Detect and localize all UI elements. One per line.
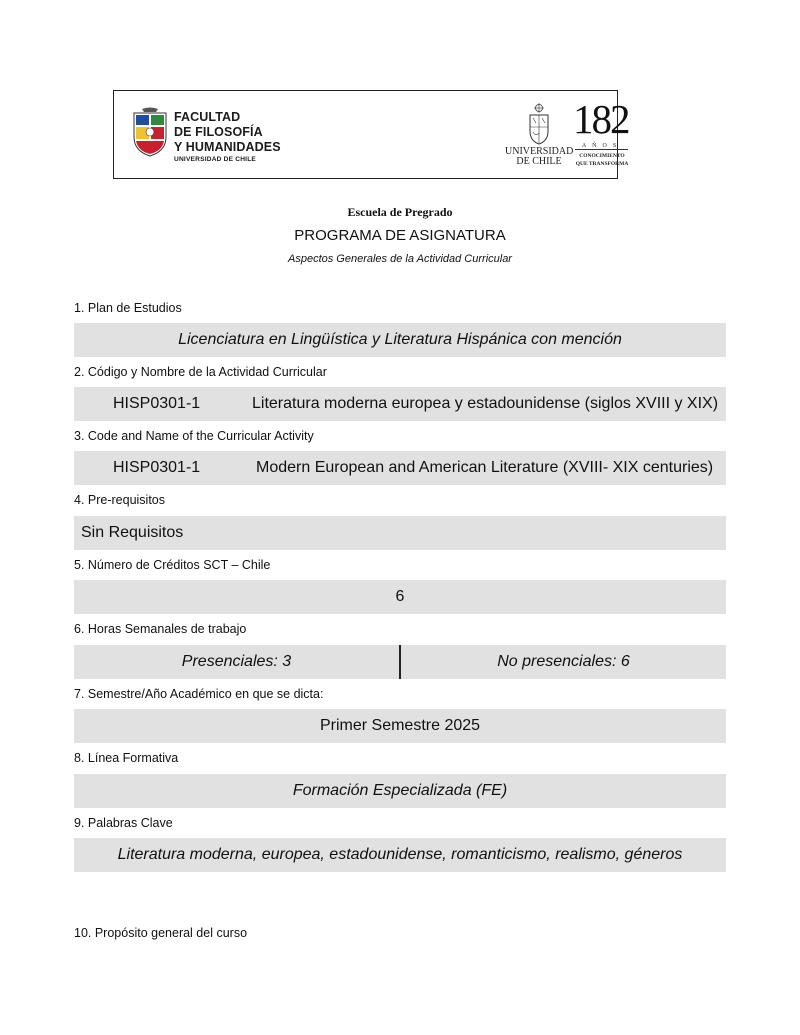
semestre-label: 7. Semestre/Año Académico en que se dicta: (74, 687, 324, 701)
horas-presenciales: Presenciales: 3 (181, 653, 292, 670)
uchile-name (505, 147, 573, 167)
uchile-name-line-2: DE CHILE (516, 156, 562, 167)
anniversary-tagline (573, 152, 631, 168)
palabras-label: 9. Palabras Clave (74, 816, 173, 830)
codigo-en-name: Modern European and American Literature (XVIII- XIX centuries) (256, 459, 714, 476)
linea-field (74, 774, 726, 808)
horas-field (74, 645, 726, 679)
codigo-en-label: 3. Code and Name of the Curricular Activity (74, 429, 314, 443)
document-title: PROGRAMA DE ASIGNATURA (294, 227, 506, 244)
codigo-en-field (74, 451, 726, 485)
plan-field (74, 323, 726, 357)
faculty-shield-icon (132, 107, 168, 157)
faculty-name (174, 110, 281, 165)
uchile-name-line-1: UNIVERSIDAD (505, 146, 574, 157)
faculty-line-1: FACULTAD (174, 110, 241, 124)
plan-label: 1. Plan de Estudios (74, 301, 182, 315)
header-logo-box (113, 90, 629, 179)
codigo-es-label: 2. Código y Nombre de la Actividad Curricular (74, 365, 327, 379)
anniversary-number: 182 (573, 96, 629, 142)
faculty-line-3: Y HUMANIDADES (174, 140, 281, 154)
school-name: Escuela de Pregrado (347, 205, 453, 219)
semestre-value: Primer Semestre 2025 (319, 717, 481, 734)
anniversary-tagline-line-2: QUE TRANSFORMA (575, 161, 629, 167)
linea-value: Formación Especializada (FE) (292, 782, 508, 799)
creditos-field (74, 580, 726, 614)
codigo-es-code: HISP0301-1 (113, 395, 201, 412)
faculty-line-2: DE FILOSOFÍA (174, 125, 263, 139)
creditos-label: 5. Número de Créditos SCT – Chile (74, 558, 271, 572)
uchile-seal-icon (528, 103, 550, 145)
anniversary-tagline-line-1: CONOCIMIENTO (579, 153, 625, 159)
codigo-es-field (74, 387, 726, 421)
prerequisitos-value: Sin Requisitos (81, 524, 184, 541)
palabras-value: Literatura moderna, europea, estadounidense, romanticismo, realismo, géneros (117, 846, 683, 863)
document-subtitle: Aspectos Generales de la Actividad Curricular (288, 253, 512, 265)
anniversary-divider (575, 149, 628, 150)
codigo-es-name: Literatura moderna europea y estadounidense (siglos XVIII y XIX) (252, 395, 719, 412)
plan-value: Licenciatura en Lingüística y Literatura Hispánica con mención (178, 331, 622, 348)
anniversary-years: AÑOS (581, 143, 623, 149)
horas-no-presenciales: No presenciales: 6 (497, 653, 630, 670)
proposito-label: 10. Propósito general del curso (74, 926, 248, 940)
faculty-university: UNIVERSIDAD DE CHILE (174, 156, 257, 163)
semestre-field (74, 709, 726, 743)
prerequisitos-field (74, 516, 726, 550)
creditos-value: 6 (395, 588, 405, 605)
palabras-field (74, 838, 726, 872)
prerequisitos-label: 4. Pre-requisitos (74, 493, 166, 507)
horas-label: 6. Horas Semanales de trabajo (74, 622, 247, 636)
codigo-en-code: HISP0301-1 (113, 459, 201, 476)
linea-label: 8. Línea Formativa (74, 751, 179, 765)
